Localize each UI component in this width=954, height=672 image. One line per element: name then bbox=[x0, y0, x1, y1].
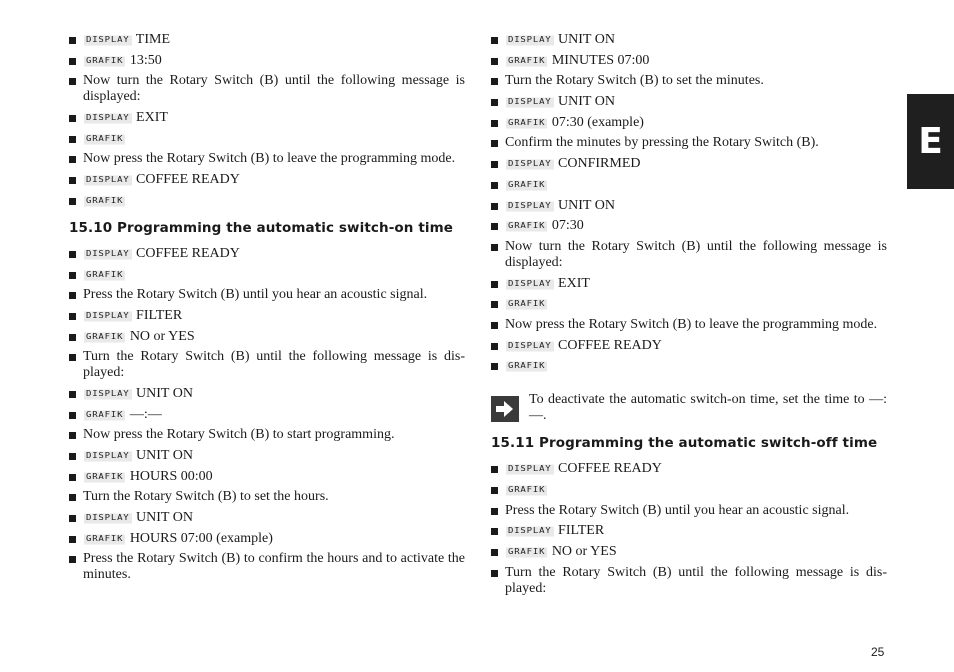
list-item bbox=[69, 151, 465, 167]
square-bullet-icon bbox=[69, 177, 76, 184]
list-item bbox=[69, 172, 465, 188]
square-bullet-icon bbox=[69, 334, 76, 341]
square-bullet-icon bbox=[491, 487, 498, 494]
item-text: Turn the Rotary Switch (B) to set the hours. bbox=[83, 489, 329, 505]
square-bullet-icon bbox=[69, 432, 76, 439]
item-text: COFFEE READY bbox=[558, 337, 662, 353]
grafik-label: GRAFIK bbox=[86, 269, 124, 280]
item-text: Turn the Rotary Switch (B) until the following message is dis-played: bbox=[505, 564, 887, 596]
right-instruction-list-bottom bbox=[491, 461, 887, 596]
display-label: DISPLAY bbox=[86, 513, 130, 523]
square-bullet-icon bbox=[69, 313, 76, 320]
list-item bbox=[491, 135, 887, 151]
grafik-label: GRAFIK bbox=[508, 547, 546, 557]
item-text: Now turn the Rotary Switch (B) until the following message is displayed: bbox=[505, 238, 887, 270]
item-text: CONFIRMED bbox=[558, 156, 641, 172]
item-text: 07:30 (example) bbox=[551, 114, 644, 130]
square-bullet-icon bbox=[69, 391, 76, 398]
display-label: DISPLAY bbox=[86, 249, 130, 259]
square-bullet-icon bbox=[491, 281, 498, 288]
language-tab bbox=[907, 94, 954, 189]
display-label: DISPLAY bbox=[86, 389, 130, 399]
list-item bbox=[69, 427, 465, 443]
list-item bbox=[491, 94, 887, 110]
item-text: UNIT ON bbox=[558, 32, 615, 47]
list-item bbox=[69, 329, 465, 345]
list-item bbox=[69, 531, 465, 547]
list-item bbox=[69, 489, 465, 505]
square-bullet-icon bbox=[491, 528, 498, 535]
display-label: DISPLAY bbox=[86, 311, 130, 321]
square-bullet-icon bbox=[69, 556, 76, 563]
square-bullet-icon bbox=[491, 120, 498, 127]
item-text: Confirm the minutes by pressing the Rotary Switch (B). bbox=[505, 135, 819, 151]
square-bullet-icon bbox=[491, 223, 498, 230]
item-text: UNIT ON bbox=[136, 385, 193, 401]
square-bullet-icon bbox=[69, 37, 76, 44]
list-item bbox=[491, 544, 887, 560]
list-item bbox=[491, 177, 887, 193]
item-text: COFFEE READY bbox=[558, 461, 662, 477]
item-text: Now press the Rotary Switch (B) to leave the programming mode. bbox=[83, 151, 456, 167]
square-bullet-icon bbox=[491, 549, 498, 556]
display-label: DISPLAY bbox=[508, 464, 552, 474]
square-bullet-icon bbox=[69, 136, 76, 143]
square-bullet-icon bbox=[491, 466, 498, 473]
list-item bbox=[491, 239, 887, 271]
page-number: 25 bbox=[871, 645, 885, 659]
list-item bbox=[69, 448, 465, 464]
square-bullet-icon bbox=[491, 570, 498, 577]
item-text: Turn the Rotary Switch (B) to set the minutes. bbox=[505, 73, 764, 89]
square-bullet-icon bbox=[491, 508, 498, 515]
square-bullet-icon bbox=[69, 58, 76, 65]
section-heading-15-11: 15.11 Programming the automatic switch-off time bbox=[491, 435, 878, 452]
square-bullet-icon bbox=[69, 251, 76, 258]
grafik-label: GRAFIK bbox=[508, 221, 546, 231]
square-bullet-icon bbox=[491, 322, 498, 329]
grafik-label: GRAFIK bbox=[508, 56, 546, 66]
square-bullet-icon bbox=[491, 203, 498, 210]
list-item bbox=[69, 32, 465, 48]
display-label: DISPLAY bbox=[508, 200, 552, 211]
list-item bbox=[491, 53, 887, 69]
square-bullet-icon bbox=[69, 453, 76, 460]
display-label: DISPLAY bbox=[86, 451, 130, 461]
list-item bbox=[69, 349, 465, 381]
grafik-label: GRAFIK bbox=[508, 485, 546, 495]
item-text: HOURS 00:00 bbox=[129, 468, 213, 484]
list-item bbox=[69, 287, 465, 303]
item-text: Now press the Rotary Switch (B) to leave the programming mode. bbox=[505, 316, 878, 332]
right-column bbox=[491, 32, 887, 601]
item-text: TIME bbox=[135, 32, 170, 47]
item-text: UNIT ON bbox=[558, 197, 615, 213]
square-bullet-icon bbox=[491, 363, 498, 370]
grafik-label: GRAFIK bbox=[508, 180, 546, 190]
list-item bbox=[491, 482, 887, 498]
square-bullet-icon bbox=[491, 140, 498, 147]
square-bullet-icon bbox=[69, 292, 76, 299]
item-text: Turn the Rotary Switch (B) until the following message is dis-played: bbox=[83, 349, 465, 381]
display-label: DISPLAY bbox=[508, 279, 552, 289]
item-text: NO or YES bbox=[129, 328, 195, 344]
list-item bbox=[69, 551, 465, 583]
display-label: DISPLAY bbox=[86, 113, 130, 123]
list-item bbox=[491, 218, 887, 234]
square-bullet-icon bbox=[69, 474, 76, 481]
list-item bbox=[69, 386, 465, 402]
section-heading-15-10: 15.10 Programming the automatic switch-on time bbox=[69, 219, 454, 236]
item-text: Press the Rotary Switch (B) to confirm the hours and to activate the minutes. bbox=[83, 551, 465, 583]
square-bullet-icon bbox=[491, 244, 498, 251]
list-item bbox=[491, 338, 887, 354]
grafik-label: GRAFIK bbox=[86, 410, 124, 420]
display-label: DISPLAY bbox=[508, 97, 552, 107]
item-text: Press the Rotary Switch (B) until you hear an acoustic signal. bbox=[83, 287, 428, 303]
list-item bbox=[491, 73, 887, 89]
list-item bbox=[69, 73, 465, 105]
grafik-label: GRAFIK bbox=[508, 118, 546, 128]
list-item bbox=[69, 246, 465, 262]
list-item bbox=[491, 156, 887, 172]
item-text: MINUTES 07:00 bbox=[551, 52, 650, 68]
item-text: NO or YES bbox=[551, 544, 617, 560]
language-tab-letter: E bbox=[918, 121, 943, 162]
item-text: HOURS 07:00 (example) bbox=[129, 530, 273, 546]
grafik-label: GRAFIK bbox=[86, 134, 124, 144]
note-block bbox=[491, 392, 887, 424]
grafik-label: GRAFIK bbox=[508, 299, 546, 309]
square-bullet-icon bbox=[491, 161, 498, 168]
list-item bbox=[491, 296, 887, 312]
square-bullet-icon bbox=[491, 37, 498, 44]
item-text: Now press the Rotary Switch (B) to start programming. bbox=[83, 427, 395, 443]
square-bullet-icon bbox=[69, 494, 76, 501]
grafik-label: GRAFIK bbox=[86, 332, 124, 342]
grafik-label: GRAFIK bbox=[86, 534, 124, 544]
list-item bbox=[69, 407, 465, 423]
square-bullet-icon bbox=[69, 536, 76, 543]
item-text: 07:30 bbox=[551, 218, 584, 234]
display-label: DISPLAY bbox=[508, 526, 552, 537]
list-item bbox=[491, 317, 887, 333]
list-item bbox=[491, 198, 887, 214]
item-text: —:— bbox=[129, 406, 162, 422]
square-bullet-icon bbox=[69, 115, 76, 122]
square-bullet-icon bbox=[69, 354, 76, 361]
list-item bbox=[491, 565, 887, 597]
list-item bbox=[69, 510, 465, 526]
list-item bbox=[69, 193, 465, 209]
arrow-right-icon bbox=[491, 396, 519, 422]
item-text: UNIT ON bbox=[558, 94, 615, 110]
square-bullet-icon bbox=[491, 58, 498, 65]
display-label: DISPLAY bbox=[508, 35, 552, 45]
list-item bbox=[491, 276, 887, 292]
item-text: FILTER bbox=[558, 523, 605, 539]
list-item bbox=[491, 32, 887, 48]
grafik-label: GRAFIK bbox=[508, 361, 546, 371]
square-bullet-icon bbox=[491, 301, 498, 308]
square-bullet-icon bbox=[69, 412, 76, 419]
display-label: DISPLAY bbox=[508, 159, 552, 169]
list-item bbox=[491, 115, 887, 131]
list-item bbox=[491, 461, 887, 477]
square-bullet-icon bbox=[491, 343, 498, 350]
display-label: DISPLAY bbox=[86, 35, 130, 45]
list-item bbox=[491, 358, 887, 374]
grafik-label: GRAFIK bbox=[86, 196, 124, 206]
item-text: UNIT ON bbox=[136, 510, 193, 526]
list-item bbox=[69, 53, 465, 69]
item-text: UNIT ON bbox=[136, 448, 193, 463]
item-text: COFFEE READY bbox=[136, 245, 240, 261]
square-bullet-icon bbox=[69, 198, 76, 205]
list-item bbox=[69, 267, 465, 283]
right-instruction-list-top bbox=[491, 32, 887, 374]
square-bullet-icon bbox=[491, 99, 498, 106]
item-text: Press the Rotary Switch (B) until you hear an acoustic signal. bbox=[505, 502, 850, 518]
square-bullet-icon bbox=[69, 78, 76, 85]
list-item bbox=[69, 131, 465, 147]
display-label: DISPLAY bbox=[86, 175, 130, 185]
grafik-label: GRAFIK bbox=[86, 56, 124, 66]
square-bullet-icon bbox=[69, 156, 76, 163]
left-instruction-list-top bbox=[69, 32, 465, 209]
list-item bbox=[491, 503, 887, 519]
item-text: COFFEE READY bbox=[136, 172, 240, 188]
list-item bbox=[69, 469, 465, 485]
left-instruction-list-bottom bbox=[69, 246, 465, 584]
item-text: EXIT bbox=[136, 110, 168, 126]
display-label: DISPLAY bbox=[508, 341, 552, 351]
grafik-label: GRAFIK bbox=[86, 472, 124, 482]
item-text: EXIT bbox=[558, 275, 590, 291]
square-bullet-icon bbox=[491, 78, 498, 85]
square-bullet-icon bbox=[69, 515, 76, 522]
list-item bbox=[491, 523, 887, 539]
list-item bbox=[69, 308, 465, 324]
item-text: FILTER bbox=[136, 307, 183, 323]
left-column bbox=[69, 32, 465, 588]
item-text: Now turn the Rotary Switch (B) until the following message is displayed: bbox=[83, 73, 465, 105]
list-item bbox=[69, 110, 465, 126]
item-text: 13:50 bbox=[129, 52, 162, 68]
square-bullet-icon bbox=[491, 182, 498, 189]
note-text: To deactivate the automatic switch-on time, set the time to —:—. bbox=[529, 392, 887, 424]
square-bullet-icon bbox=[69, 272, 76, 279]
